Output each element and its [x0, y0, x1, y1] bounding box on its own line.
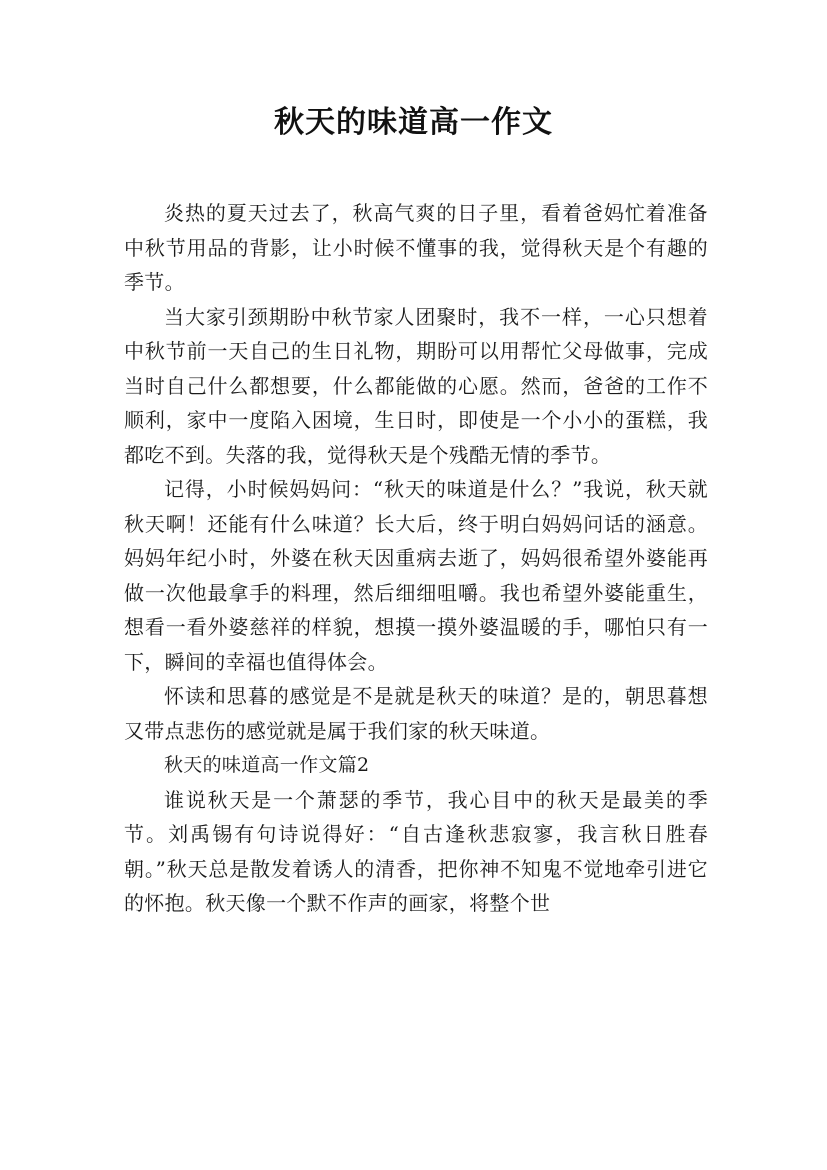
paragraph: 当大家引颈期盼中秋节家人团聚时，我不一样，一心只想着中秋节前一天自己的生日礼物，期盼可以用帮忙父母做事，完成当时自己什么都想要，什么都能做的心愿。然而，爸爸的工作不顺利，家中一度陷入困境，生日时，即使是一个小小的蛋糕，我都吃不到。失落的我，觉得秋天是个残酷无情的季节。	[124, 304, 708, 467]
section-subheading: 秋天的味道高一作文篇2	[164, 754, 370, 776]
paragraph: 怀读和思暮的感觉是不是就是秋天的味道？是的，朝思暮想又带点悲伤的感觉就是属于我们家的秋天味道。	[124, 684, 708, 743]
document-body	[124, 196, 708, 921]
paragraph: 炎热的夏天过去了，秋高气爽的日子里，看着爸妈忙着准备中秋节用品的背影，让小时候不懂事的我，觉得秋天是个有趣的季节。	[124, 201, 708, 294]
document-title: 秋天的味道高一作文	[274, 105, 553, 140]
paragraph: 记得，小时候妈妈问：“秋天的味道是什么？”我说，秋天就秋天啊！还能有什么味道？长大后，终于明白妈妈问话的涵意。妈妈年纪小时，外婆在秋天因重病去逝了，妈妈很希望外婆能再做一次他最拿手的料理，然后细细咀嚼。我也希望外婆能重生，想看一看外婆慈祥的样貌，想摸一摸外婆温暖的手，哪怕只有一下，瞬间的幸福也值得体会。	[124, 477, 708, 674]
paragraph: 谁说秋天是一个萧瑟的季节，我心目中的秋天是最美的季节。刘禹锡有句诗说得好：“自古逢秋悲寂寥，我言秋日胜春朝。”秋天总是散发着诱人的清香，把你神不知鬼不觉地牵引进它的怀抱。秋天像一个默不作声的画家，将整个世	[124, 787, 708, 915]
